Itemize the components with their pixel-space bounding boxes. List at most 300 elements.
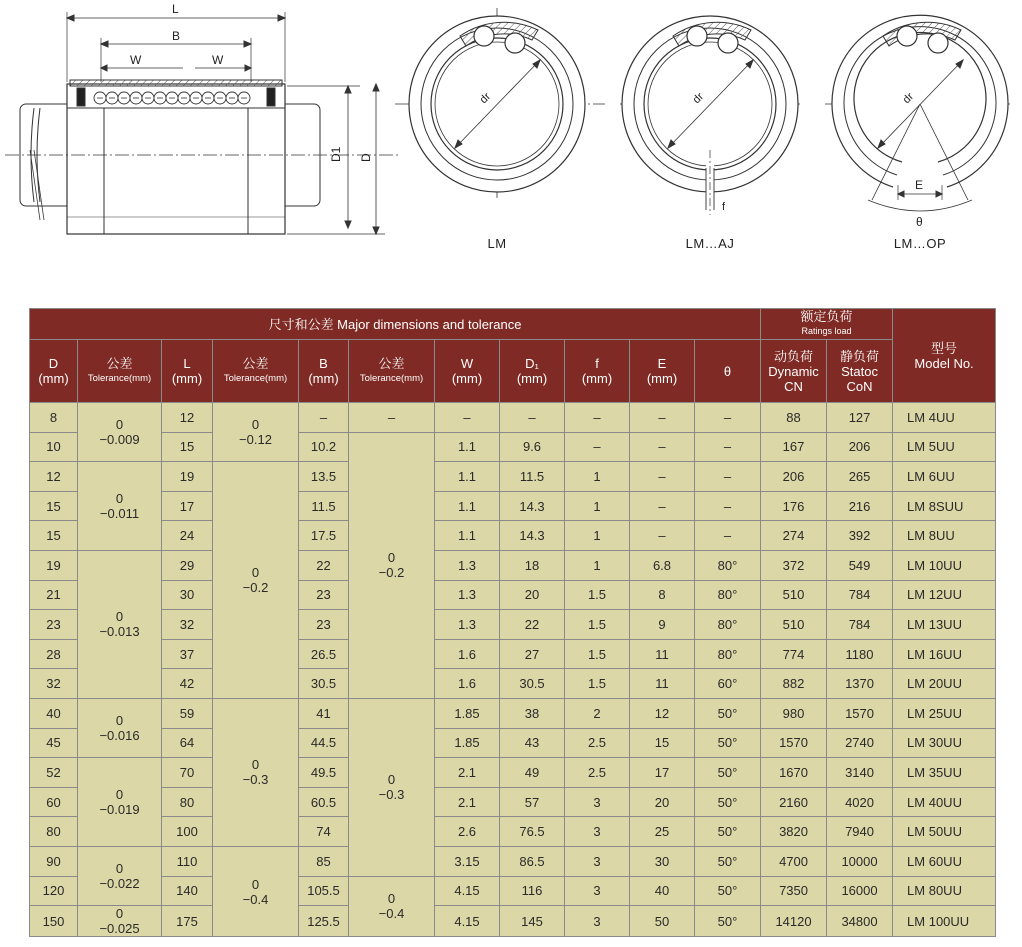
cell-B: 23: [299, 580, 349, 610]
col-W-unit: (mm): [451, 371, 483, 386]
cell-tolL-lower: −0.3: [242, 772, 269, 788]
cell-E: 25: [630, 817, 695, 847]
cell-L: 12: [162, 403, 213, 433]
col-L-unit: (mm): [171, 371, 203, 386]
cell-theta: 50°: [695, 758, 761, 788]
cell-theta: –: [695, 432, 761, 462]
cell-tolL-lower: −0.12: [239, 432, 272, 448]
table-title: 尺寸和公差 Major dimensions and tolerance: [30, 309, 761, 340]
cell-D: 52: [30, 758, 78, 788]
cell-static-load: 1570: [827, 698, 893, 728]
col-tolB-en: Tolerance(mm): [359, 373, 424, 384]
label-D1: D1: [329, 146, 343, 162]
cell-D1: 76.5: [500, 817, 565, 847]
table-row: [30, 787, 996, 817]
col-D1-label: D₁: [525, 356, 539, 371]
cell-tolD-lower: −0.025: [99, 921, 140, 937]
col-sta-en: Statoc: [841, 363, 878, 379]
cell-tolL-upper: 0: [251, 417, 260, 433]
cell-static-load: 1370: [827, 669, 893, 699]
cell-D1: 27: [500, 639, 565, 669]
cell-D: 15: [30, 521, 78, 551]
table-row: [30, 432, 996, 462]
table-row: [30, 521, 996, 551]
cell-tolL-upper: 0: [251, 876, 260, 892]
col-f-label: f: [595, 356, 599, 371]
cell-D: 40: [30, 698, 78, 728]
cell-B: 44.5: [299, 728, 349, 758]
label-B: B: [172, 29, 181, 43]
cell-W: 1.1: [435, 432, 500, 462]
cell-E: 8: [630, 580, 695, 610]
ratings-load-header: [761, 309, 893, 340]
caption-lm: LM: [487, 236, 507, 251]
cell-model: LM 25UU: [893, 698, 996, 728]
cell-W: 1.85: [435, 698, 500, 728]
col-tolL-en: Tolerance(mm): [223, 373, 288, 384]
cell-dynamic-load: 7350: [761, 876, 827, 906]
lm-op-theta-label: θ: [916, 215, 923, 229]
col-B-unit: (mm): [308, 371, 339, 386]
cell-B: 17.5: [299, 521, 349, 551]
col-static: [827, 340, 893, 403]
cell-E: –: [630, 521, 695, 551]
cell-L: 19: [162, 462, 213, 492]
cell-tolL: [213, 462, 299, 699]
col-dyn-sym: CN: [784, 378, 803, 394]
cell-D1: 22: [500, 610, 565, 640]
col-tolD: [78, 340, 162, 403]
cell-D1: 145: [500, 906, 565, 937]
cell-tolD-lower: −0.011: [99, 506, 140, 522]
col-tolD-cn: 公差: [106, 356, 133, 371]
cell-f: 1: [565, 491, 630, 521]
cell-dynamic-load: 206: [761, 462, 827, 492]
cell-theta: 50°: [695, 787, 761, 817]
cell-E: 9: [630, 610, 695, 640]
cell-tolD-lower: −0.009: [99, 432, 140, 448]
cell-E: 11: [630, 639, 695, 669]
cell-static-load: 127: [827, 403, 893, 433]
cell-B: 74: [299, 817, 349, 847]
col-dyn-cn: 动负荷: [774, 348, 814, 364]
cell-B: 13.5: [299, 462, 349, 492]
cell-dynamic-load: 274: [761, 521, 827, 551]
model-header: [893, 309, 996, 403]
cell-static-load: 16000: [827, 876, 893, 906]
cell-B: 10.2: [299, 432, 349, 462]
cell-dynamic-load: 774: [761, 639, 827, 669]
cell-tolD-upper: 0: [115, 713, 124, 729]
cell-B: 105.5: [299, 876, 349, 906]
cell-D1: –: [500, 403, 565, 433]
cell-theta: 80°: [695, 610, 761, 640]
cell-tolB-lower: −0.2: [378, 565, 405, 581]
cell-W: 1.6: [435, 639, 500, 669]
cell-static-load: 3140: [827, 758, 893, 788]
col-sta-cn: 静负荷: [840, 348, 880, 364]
cell-tolL-upper: 0: [251, 565, 260, 581]
col-D-label: D: [48, 356, 59, 371]
cell-B: 125.5: [299, 906, 349, 937]
cell-L: 140: [162, 876, 213, 906]
label-W-right: W: [212, 53, 224, 67]
cell-dynamic-load: 510: [761, 580, 827, 610]
cell-W: 1.1: [435, 462, 500, 492]
cell-tolL-lower: −0.2: [242, 580, 269, 596]
cell-theta: 80°: [695, 639, 761, 669]
table-row: [30, 610, 996, 640]
dimension-table: [29, 308, 996, 937]
cell-D1: 43: [500, 728, 565, 758]
cell-static-load: 549: [827, 550, 893, 580]
cell-dynamic-load: 1570: [761, 728, 827, 758]
cell-tolL: [213, 403, 299, 462]
cell-model: LM 8UU: [893, 521, 996, 551]
cell-tolL: [213, 846, 299, 936]
cell-f: 2.5: [565, 758, 630, 788]
label-D: D: [359, 153, 373, 162]
cell-B: 85: [299, 846, 349, 876]
cell-tolD-upper: 0: [115, 906, 124, 922]
cell-L: 70: [162, 758, 213, 788]
col-B: [299, 340, 349, 403]
cell-E: 15: [630, 728, 695, 758]
cell-theta: 50°: [695, 817, 761, 847]
col-E: [630, 340, 695, 403]
cell-D: 23: [30, 610, 78, 640]
cell-D: 45: [30, 728, 78, 758]
cell-tolD-upper: 0: [115, 609, 124, 625]
cell-static-load: 784: [827, 610, 893, 640]
col-W-label: W: [460, 356, 474, 371]
cell-theta: 50°: [695, 698, 761, 728]
cell-E: 50: [630, 906, 695, 937]
cell-theta: 50°: [695, 906, 761, 937]
cell-static-load: 34800: [827, 906, 893, 937]
cell-W: 1.1: [435, 491, 500, 521]
table-row: [30, 876, 996, 906]
cell-W: 1.85: [435, 728, 500, 758]
cell-tolD-upper: 0: [115, 861, 124, 876]
cell-E: 30: [630, 846, 695, 876]
cell-dynamic-load: 176: [761, 491, 827, 521]
lm-aj-f-label: f: [722, 201, 726, 213]
cell-E: 11: [630, 669, 695, 699]
cell-f: 2: [565, 698, 630, 728]
cell-static-load: 1180: [827, 639, 893, 669]
cell-D: 15: [30, 491, 78, 521]
cell-dynamic-load: 510: [761, 610, 827, 640]
cell-L: 59: [162, 698, 213, 728]
cell-D1: 38: [500, 698, 565, 728]
col-tolB: [349, 340, 435, 403]
cell-theta: 60°: [695, 669, 761, 699]
cell-D1: 14.3: [500, 521, 565, 551]
col-tolB-cn: 公差: [378, 356, 405, 371]
cell-W: –: [435, 403, 500, 433]
cell-model: LM 12UU: [893, 580, 996, 610]
table-row: [30, 758, 996, 788]
cell-dynamic-load: 1670: [761, 758, 827, 788]
cell-W: 4.15: [435, 906, 500, 937]
cell-static-load: 7940: [827, 817, 893, 847]
col-tolL: [213, 340, 299, 403]
cell-tolD: [78, 758, 162, 847]
cell-tolD: [78, 846, 162, 905]
col-f-unit: (mm): [581, 371, 613, 386]
cell-f: –: [565, 432, 630, 462]
cell-tolD: [78, 462, 162, 551]
caption-lm-aj: LM…AJ: [685, 236, 735, 251]
cell-tolD: [78, 550, 162, 698]
cell-B: 26.5: [299, 639, 349, 669]
cell-W: 1.3: [435, 580, 500, 610]
cell-model: LM 6UU: [893, 462, 996, 492]
cell-model: LM 80UU: [893, 876, 996, 906]
col-sta-sym: CoN: [846, 378, 873, 394]
cell-tolD: [78, 906, 162, 937]
cell-L: 24: [162, 521, 213, 551]
cell-f: 1.5: [565, 610, 630, 640]
cell-B: 49.5: [299, 758, 349, 788]
table-row: [30, 906, 996, 937]
cell-B: 30.5: [299, 669, 349, 699]
table-row: [30, 550, 996, 580]
cell-D: 21: [30, 580, 78, 610]
table-row: [30, 491, 996, 521]
cell-theta: –: [695, 403, 761, 433]
cell-E: 6.8: [630, 550, 695, 580]
cell-tolD-lower: −0.019: [99, 802, 140, 818]
cell-f: 1.5: [565, 580, 630, 610]
cell-D: 150: [30, 906, 78, 937]
cell-dynamic-load: 980: [761, 698, 827, 728]
cell-model: LM 10UU: [893, 550, 996, 580]
cell-W: 3.15: [435, 846, 500, 876]
cell-D: 60: [30, 787, 78, 817]
cell-model: LM 30UU: [893, 728, 996, 758]
col-W: [435, 340, 500, 403]
cell-tolD: [78, 403, 162, 462]
cell-E: –: [630, 403, 695, 433]
cell-tolL-lower: −0.4: [242, 891, 269, 907]
col-D1-unit: (mm): [516, 371, 548, 386]
cell-B: 41: [299, 698, 349, 728]
col-L-label: L: [183, 356, 191, 371]
cell-B: 23: [299, 610, 349, 640]
cell-E: 12: [630, 698, 695, 728]
table-body: [30, 403, 996, 937]
cell-model: LM 60UU: [893, 846, 996, 876]
cell-D1: 30.5: [500, 669, 565, 699]
cell-B: 60.5: [299, 787, 349, 817]
cell-theta: 80°: [695, 550, 761, 580]
cell-f: 1.5: [565, 639, 630, 669]
cell-tolD-upper: 0: [115, 787, 124, 803]
cell-D: 120: [30, 876, 78, 906]
cell-tolD-upper: 0: [115, 491, 124, 507]
cell-f: 3: [565, 876, 630, 906]
cell-E: 17: [630, 758, 695, 788]
cell-D1: 49: [500, 758, 565, 788]
col-dynamic: [761, 340, 827, 403]
label-L: L: [172, 2, 179, 16]
lm-aj-dr-label: dr: [690, 90, 707, 107]
cell-tolB-upper: 0: [387, 772, 396, 788]
label-W-left: W: [130, 53, 142, 67]
cell-static-load: 216: [827, 491, 893, 521]
cell-model: LM 4UU: [893, 403, 996, 433]
cell-B: –: [299, 403, 349, 433]
lm-section-drawing: [395, 8, 605, 200]
cell-D1: 11.5: [500, 462, 565, 492]
cell-L: 64: [162, 728, 213, 758]
table-row: [30, 728, 996, 758]
cell-B: 11.5: [299, 491, 349, 521]
cell-D: 80: [30, 817, 78, 847]
cell-tolB-lower: −0.4: [378, 906, 405, 922]
cell-f: –: [565, 403, 630, 433]
table-row: [30, 580, 996, 610]
cell-dynamic-load: 4700: [761, 846, 827, 876]
cell-D1: 14.3: [500, 491, 565, 521]
cell-L: 32: [162, 610, 213, 640]
table-row: [30, 846, 996, 876]
cell-W: 1.3: [435, 550, 500, 580]
model-en: Model No.: [914, 355, 974, 371]
cell-model: LM 50UU: [893, 817, 996, 847]
cell-model: LM 40UU: [893, 787, 996, 817]
cell-tolB-lower: −0.3: [378, 787, 405, 803]
col-f: [565, 340, 630, 403]
ratings-en: Ratings load: [801, 326, 852, 336]
cell-tolD-lower: −0.022: [99, 876, 140, 891]
cell-model: LM 35UU: [893, 758, 996, 788]
lm-dr-label: dr: [477, 90, 494, 107]
cell-E: –: [630, 432, 695, 462]
cell-f: 1: [565, 550, 630, 580]
cell-tolD-upper: 0: [115, 417, 124, 433]
cell-model: LM 100UU: [893, 906, 996, 937]
cell-dynamic-load: 372: [761, 550, 827, 580]
cell-dynamic-load: 14120: [761, 906, 827, 937]
cell-L: 42: [162, 669, 213, 699]
cell-L: 17: [162, 491, 213, 521]
cell-f: 1: [565, 521, 630, 551]
cell-tolB: [349, 432, 435, 698]
table-row: [30, 817, 996, 847]
cell-f: 1.5: [565, 669, 630, 699]
cell-static-load: 10000: [827, 846, 893, 876]
cell-D1: 57: [500, 787, 565, 817]
cell-f: 1: [565, 462, 630, 492]
cell-D: 90: [30, 846, 78, 876]
cell-tolD-lower: −0.016: [99, 728, 140, 744]
cell-tolB-upper: –: [387, 409, 396, 425]
cell-tolB: [349, 403, 435, 433]
cell-L: 29: [162, 550, 213, 580]
cell-D1: 20: [500, 580, 565, 610]
cell-theta: –: [695, 521, 761, 551]
cell-D1: 86.5: [500, 846, 565, 876]
ratings-cn: 额定负荷: [800, 309, 853, 324]
col-E-label: E: [657, 356, 667, 371]
cell-E: 40: [630, 876, 695, 906]
cell-L: 110: [162, 846, 213, 876]
table-row: [30, 462, 996, 492]
cell-static-load: 206: [827, 432, 893, 462]
table-row: [30, 403, 996, 433]
cell-static-load: 392: [827, 521, 893, 551]
cell-static-load: 784: [827, 580, 893, 610]
col-tolL-cn: 公差: [242, 356, 269, 371]
caption-lm-op: LM…OP: [893, 236, 947, 251]
cell-theta: 50°: [695, 876, 761, 906]
cell-D: 28: [30, 639, 78, 669]
cell-dynamic-load: 3820: [761, 817, 827, 847]
cell-D1: 116: [500, 876, 565, 906]
cell-W: 1.3: [435, 610, 500, 640]
model-cn: 型号: [931, 340, 958, 356]
cell-f: 2.5: [565, 728, 630, 758]
cell-D: 32: [30, 669, 78, 699]
cell-theta: 50°: [695, 728, 761, 758]
cell-f: 3: [565, 846, 630, 876]
cell-D: 10: [30, 432, 78, 462]
cell-tolB-upper: 0: [387, 550, 396, 566]
cell-theta: –: [695, 491, 761, 521]
col-D-unit: (mm): [38, 371, 69, 386]
cell-L: 80: [162, 787, 213, 817]
cell-E: –: [630, 491, 695, 521]
col-tolD-en: Tolerance(mm): [87, 373, 152, 384]
cell-E: –: [630, 462, 695, 492]
cell-tolB: [349, 698, 435, 876]
cell-D: 12: [30, 462, 78, 492]
cell-tolB-upper: 0: [387, 891, 396, 907]
cell-tolD-lower: −0.013: [99, 624, 140, 640]
cell-tolD: [78, 698, 162, 757]
cell-tolL-upper: 0: [251, 757, 260, 773]
cell-D: 8: [30, 403, 78, 433]
cell-dynamic-load: 88: [761, 403, 827, 433]
cell-W: 1.6: [435, 669, 500, 699]
col-B-label: B: [319, 356, 328, 371]
table-row: [30, 639, 996, 669]
cell-dynamic-load: 167: [761, 432, 827, 462]
cell-D: 19: [30, 550, 78, 580]
cell-tolB: [349, 876, 435, 937]
cell-static-load: 265: [827, 462, 893, 492]
cell-f: 3: [565, 817, 630, 847]
cell-theta: 80°: [695, 580, 761, 610]
cell-dynamic-load: 2160: [761, 787, 827, 817]
cell-L: 15: [162, 432, 213, 462]
cell-model: LM 5UU: [893, 432, 996, 462]
cell-L: 175: [162, 906, 213, 937]
cell-model: LM 8SUU: [893, 491, 996, 521]
cell-f: 3: [565, 906, 630, 937]
cell-theta: –: [695, 462, 761, 492]
cell-D1: 18: [500, 550, 565, 580]
cell-theta: 50°: [695, 846, 761, 876]
cell-static-load: 2740: [827, 728, 893, 758]
cell-W: 4.15: [435, 876, 500, 906]
cell-L: 37: [162, 639, 213, 669]
cell-model: LM 16UU: [893, 639, 996, 669]
side-view-drawing: [5, 12, 400, 234]
